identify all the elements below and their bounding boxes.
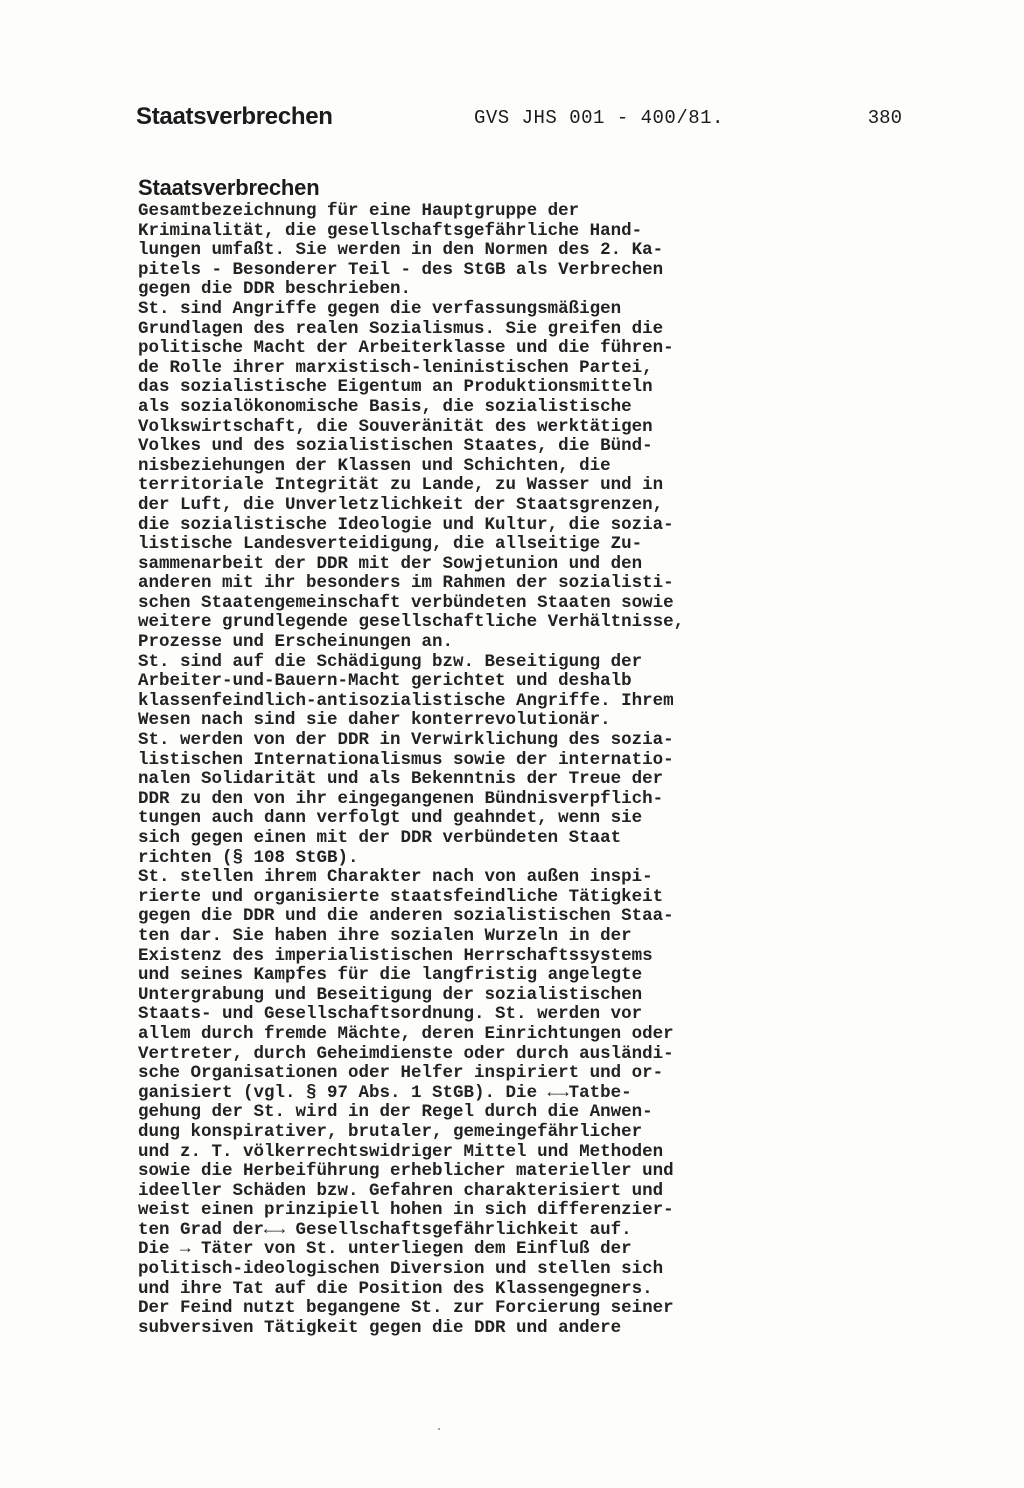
page-number: 380 bbox=[867, 107, 902, 129]
text-line: weist einen prinzipiell hohen in sich differenzier- bbox=[138, 1200, 674, 1221]
text-line: rierte und organisierte staatsfeindliche Tätigkeit bbox=[138, 886, 664, 907]
text-line: pitels - Besonderer Teil - des StGB als Verbrechen bbox=[138, 259, 664, 280]
text-line: anderen mit ihr besonders im Rahmen der sozialisti- bbox=[138, 573, 674, 594]
text-line: Existenz des imperialistischen Herrschaftssystems bbox=[138, 945, 653, 966]
text-line: nalen Solidarität und als Bekenntnis der Treue der bbox=[138, 769, 664, 790]
text-line: allem durch fremde Mächte, deren Einrichtungen oder bbox=[138, 1023, 674, 1044]
text-line: territoriale Integrität zu Lande, zu Wasser und in bbox=[138, 475, 664, 496]
text-line: nisbeziehungen der Klassen und Schichten, die bbox=[138, 455, 611, 476]
text-line: Gesamtbezeichnung für eine Hauptgruppe der bbox=[138, 201, 580, 221]
text-line: als sozialökonomische Basis, die sozialistische bbox=[138, 396, 632, 417]
text-line: Der Feind nutzt begangene St. zur Forcierung seiner bbox=[138, 1298, 674, 1319]
text-line: de Rolle ihrer marxistisch-leninistischen Partei, bbox=[138, 357, 653, 378]
text-line: Volkes und des sozialistischen Staates, die Bünd- bbox=[138, 436, 653, 457]
text-line: subversiven Tätigkeit gegen die DDR und andere bbox=[138, 1317, 622, 1338]
text-line: Wesen nach sind sie daher konterrevolutionär. bbox=[138, 710, 611, 731]
entry-title: Staatsverbrechen bbox=[138, 175, 320, 200]
text-line: und ihre Tat auf die Position des Klassengegners. bbox=[138, 1278, 653, 1299]
entry-body bbox=[138, 202, 898, 1338]
text-line: Kriminalität, die gesellschaftsgefährliche Hand- bbox=[138, 220, 643, 241]
text-line: listische Landesverteidigung, die allseitige Zu- bbox=[138, 534, 643, 555]
text-line: sich gegen einen mit der DDR verbündeten Staat bbox=[138, 828, 622, 848]
text-line: die sozialistische Ideologie und Kultur, die sozia- bbox=[138, 514, 674, 535]
text-line: sche Organisationen oder Helfer inspiriert und or- bbox=[138, 1063, 664, 1084]
text-line: ten Grad der←→ Gesellschaftsgefährlichkeit auf. bbox=[138, 1219, 632, 1240]
text-line: Prozesse und Erscheinungen an. bbox=[138, 632, 454, 653]
text-line: St. stellen ihrem Charakter nach von außen inspi- bbox=[138, 867, 653, 888]
scan-speck bbox=[438, 1428, 440, 1430]
text-line: das sozialistische Eigentum an Produktionsmitteln bbox=[138, 377, 653, 398]
text-line: St. werden von der DDR in Verwirklichung des sozia- bbox=[138, 730, 674, 751]
text-line: St. sind auf die Schädigung bzw. Beseitigung der bbox=[138, 651, 643, 672]
text-line: gegen die DDR und die anderen sozialistischen Staa- bbox=[138, 906, 674, 927]
text-line: der Luft, die Unverletzlichkeit der Staatsgrenzen, bbox=[138, 494, 664, 515]
document-reference: GVS JHS 001 - 400/81. bbox=[474, 107, 724, 129]
text-line: St. sind Angriffe gegen die verfassungsmäßigen bbox=[138, 298, 622, 319]
text-line: lungen umfaßt. Sie werden in den Normen des 2. Ka- bbox=[138, 240, 664, 261]
text-line: politische Macht der Arbeiterklasse und die führen- bbox=[138, 338, 674, 359]
text-line: sammenarbeit der DDR mit der Sowjetunion und den bbox=[138, 553, 643, 574]
text-line: Grundlagen des realen Sozialismus. Sie greifen die bbox=[138, 318, 664, 339]
text-line: politisch-ideologischen Diversion und stellen sich bbox=[138, 1259, 664, 1280]
text-line: Vertreter, durch Geheimdienste oder durch ausländi- bbox=[138, 1043, 674, 1064]
text-line: klassenfeindlich-antisozialistische Angriffe. Ihrem bbox=[138, 690, 674, 711]
text-line: Volkswirtschaft, die Souveränität des werktätigen bbox=[138, 416, 653, 437]
text-line: Die → Täter von St. unterliegen dem Einfluß der bbox=[138, 1239, 632, 1260]
text-line: tungen auch dann verfolgt und geahndet, wenn sie bbox=[138, 808, 643, 829]
text-line: weitere grundlegende gesellschaftliche Verhältnisse, bbox=[138, 612, 685, 633]
text-line: und seines Kampfes für die langfristig angelegte bbox=[138, 965, 643, 986]
text-line: Untergrabung und Beseitigung der sozialistischen bbox=[138, 984, 643, 1005]
page-header bbox=[136, 103, 904, 139]
text-line: ten dar. Sie haben ihre sozialen Wurzeln in der bbox=[138, 925, 632, 946]
text-line: gehung der St. wird in der Regel durch die Anwen- bbox=[138, 1102, 653, 1123]
text-line: listischen Internationalismus sowie der internatio- bbox=[138, 749, 674, 770]
text-line: ganisiert (vgl. § 97 Abs. 1 StGB). Die ←→Tatbe- bbox=[138, 1082, 632, 1103]
text-line: Staats- und Gesellschaftsordnung. St. werden vor bbox=[138, 1004, 643, 1025]
text-line: gegen die DDR beschrieben. bbox=[138, 279, 412, 300]
text-line: und z. T. völkerrechtswidriger Mittel und Methoden bbox=[138, 1141, 664, 1162]
text-line: schen Staatengemeinschaft verbündeten Staaten sowie bbox=[138, 592, 674, 613]
text-line: DDR zu den von ihr eingegangenen Bündnisverpflich- bbox=[138, 788, 664, 809]
text-line: sowie die Herbeiführung erheblicher materieller und bbox=[138, 1161, 674, 1182]
running-head: Staatsverbrechen bbox=[136, 103, 333, 130]
text-line: ideeller Schäden bzw. Gefahren charakterisiert und bbox=[138, 1180, 664, 1201]
text-line: dung konspirativer, brutaler, gemeingefährlicher bbox=[138, 1121, 643, 1142]
text-line: richten (§ 108 StGB). bbox=[138, 847, 359, 868]
text-line: Arbeiter-und-Bauern-Macht gerichtet und deshalb bbox=[138, 671, 632, 692]
